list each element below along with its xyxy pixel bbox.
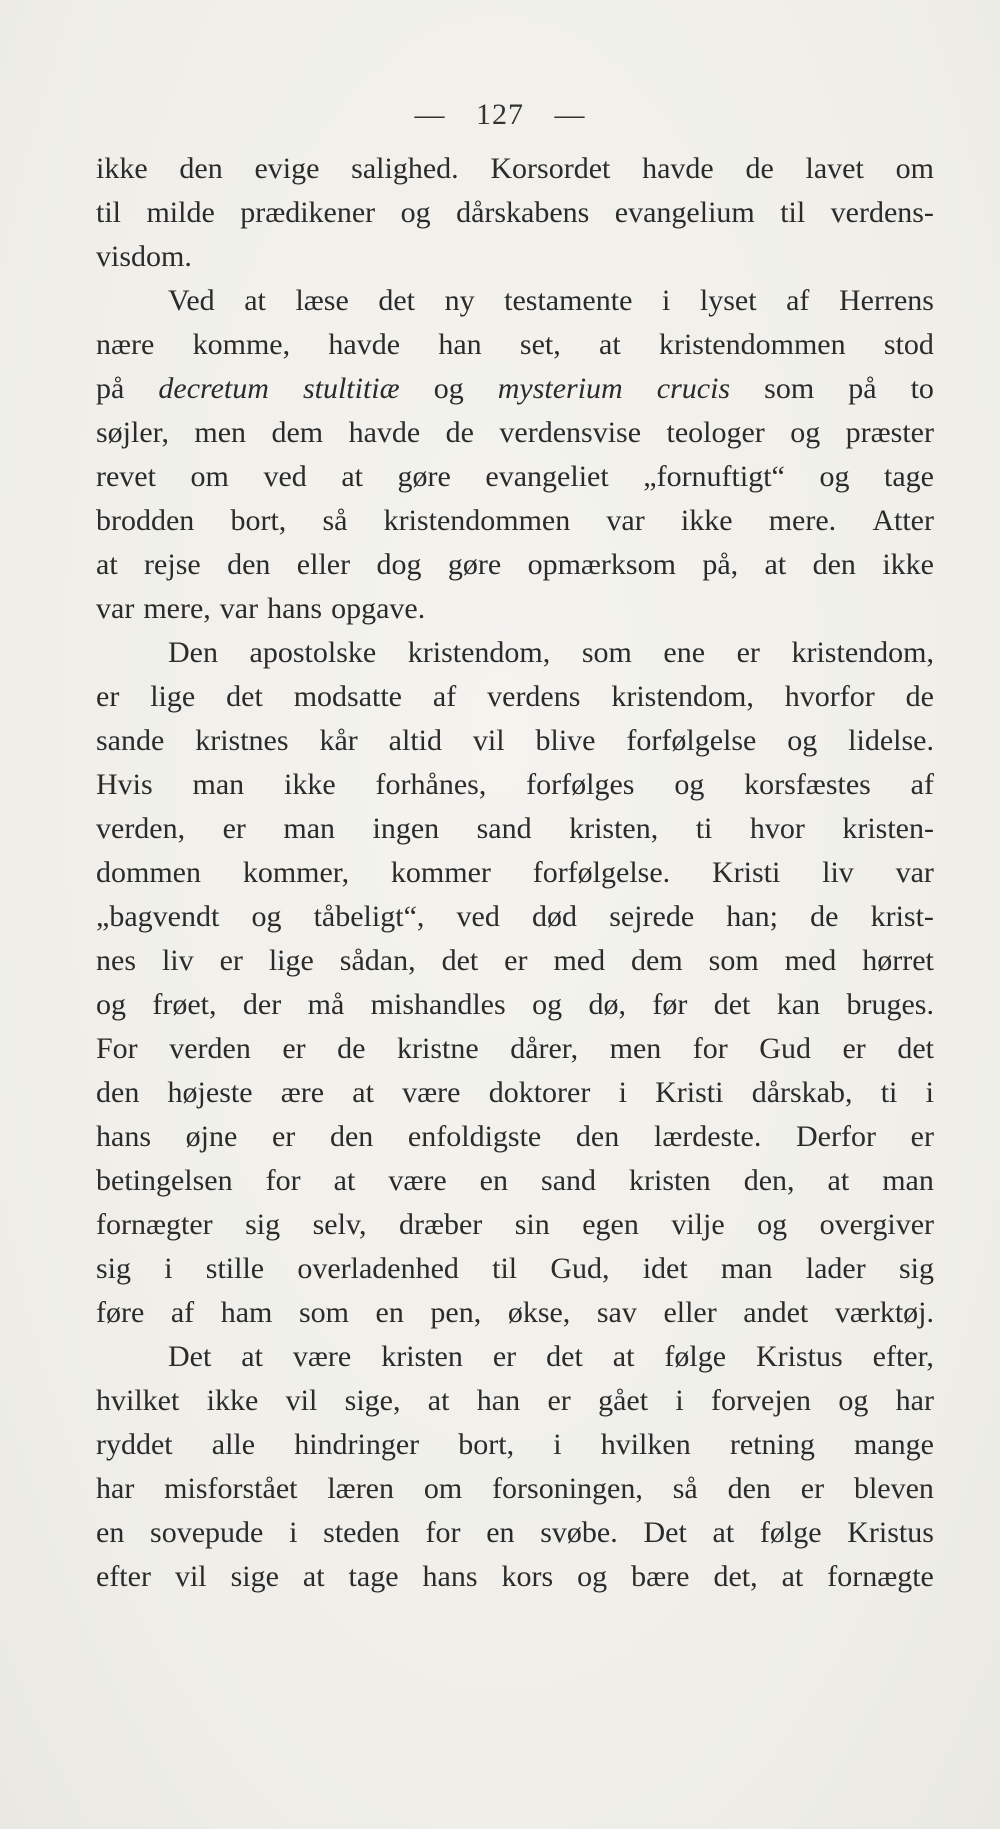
text-line: nes liv er lige sådan, det er med dem som med hørret [96, 944, 934, 977]
text-line: var mere, var hans opgave. [96, 592, 426, 625]
text-line: en sovepude i steden for en svøbe. Det at følge Kristus [96, 1516, 934, 1549]
text-line: For verden er de kristne dårer, men for Gud er det [96, 1032, 934, 1065]
text-line: sig i stille overladenhed til Gud, idet man lader sig [96, 1252, 934, 1285]
text-line: søjler, men dem havde de verdensvise teologer og præster [96, 416, 934, 449]
text-line: visdom. [96, 240, 192, 273]
text-line: ryddet alle hindringer bort, i hvilken retning mange [96, 1428, 934, 1461]
text-line: den højeste ære at være doktorer i Kristi dårskab, ti i [96, 1076, 934, 1109]
text-line: er lige det modsatte af verdens kristendom, hvorfor de [96, 680, 934, 713]
header-dash-left: — [414, 98, 446, 131]
text-line: brodden bort, så kristendommen var ikke mere. Atter [96, 504, 934, 537]
text-line: verden, er man ingen sand kristen, ti hvor kristen- [96, 812, 934, 845]
text-line: nære komme, havde han set, at kristendommen stod [96, 328, 934, 361]
text-line: dommen kommer, kommer forfølgelse. Kristi liv var [96, 856, 934, 889]
text-line: føre af ham som en pen, økse, sav eller andet værktøj. [96, 1296, 934, 1329]
text-line: hvilket ikke vil sige, at han er gået i forvejen og har [96, 1384, 934, 1417]
header-dash-right: — [554, 98, 586, 131]
text-line: Det at være kristen er det at følge Kristus efter, [168, 1340, 934, 1373]
text-line: og frøet, der må mishandles og dø, før det kan bruges. [96, 988, 934, 1021]
text-line: betingelsen for at være en sand kristen den, at man [96, 1164, 934, 1197]
text-line: Den apostolske kristendom, som ene er kristendom, [168, 636, 934, 669]
text-line: revet om ved at gøre evangeliet „fornuftigt“ og tage [96, 460, 934, 493]
text-line: „bagvendt og tåbeligt“, ved død sejrede han; de krist- [96, 900, 934, 933]
text-line: ikke den evige salighed. Korsordet havde de lavet om [96, 152, 934, 185]
text-line: hans øjne er den enfoldigste den lærdeste. Derfor er [96, 1120, 934, 1153]
text-line: har misforstået læren om forsoningen, så den er bleven [96, 1472, 934, 1505]
text-line: efter vil sige at tage hans kors og bære det, at fornægte [96, 1560, 934, 1593]
text-line: på decretum stultitiæ og mysterium crucis som på to [96, 372, 934, 405]
text-line: fornægter sig selv, dræber sin egen vilje og overgiver [96, 1208, 934, 1241]
text-line: Ved at læse det ny testamente i lyset af Herrens [168, 284, 934, 317]
text-line: sande kristnes kår altid vil blive forfølgelse og lidelse. [96, 724, 934, 757]
text-line: Hvis man ikke forhånes, forfølges og korsfæstes af [96, 768, 934, 801]
page-header [0, 98, 1000, 132]
text-line: at rejse den eller dog gøre opmærksom på, at den ikke [96, 548, 934, 581]
page-number: 127 [476, 98, 524, 131]
body-text [96, 147, 934, 1599]
text-line: til milde prædikener og dårskabens evangelium til verdens- [96, 196, 934, 229]
